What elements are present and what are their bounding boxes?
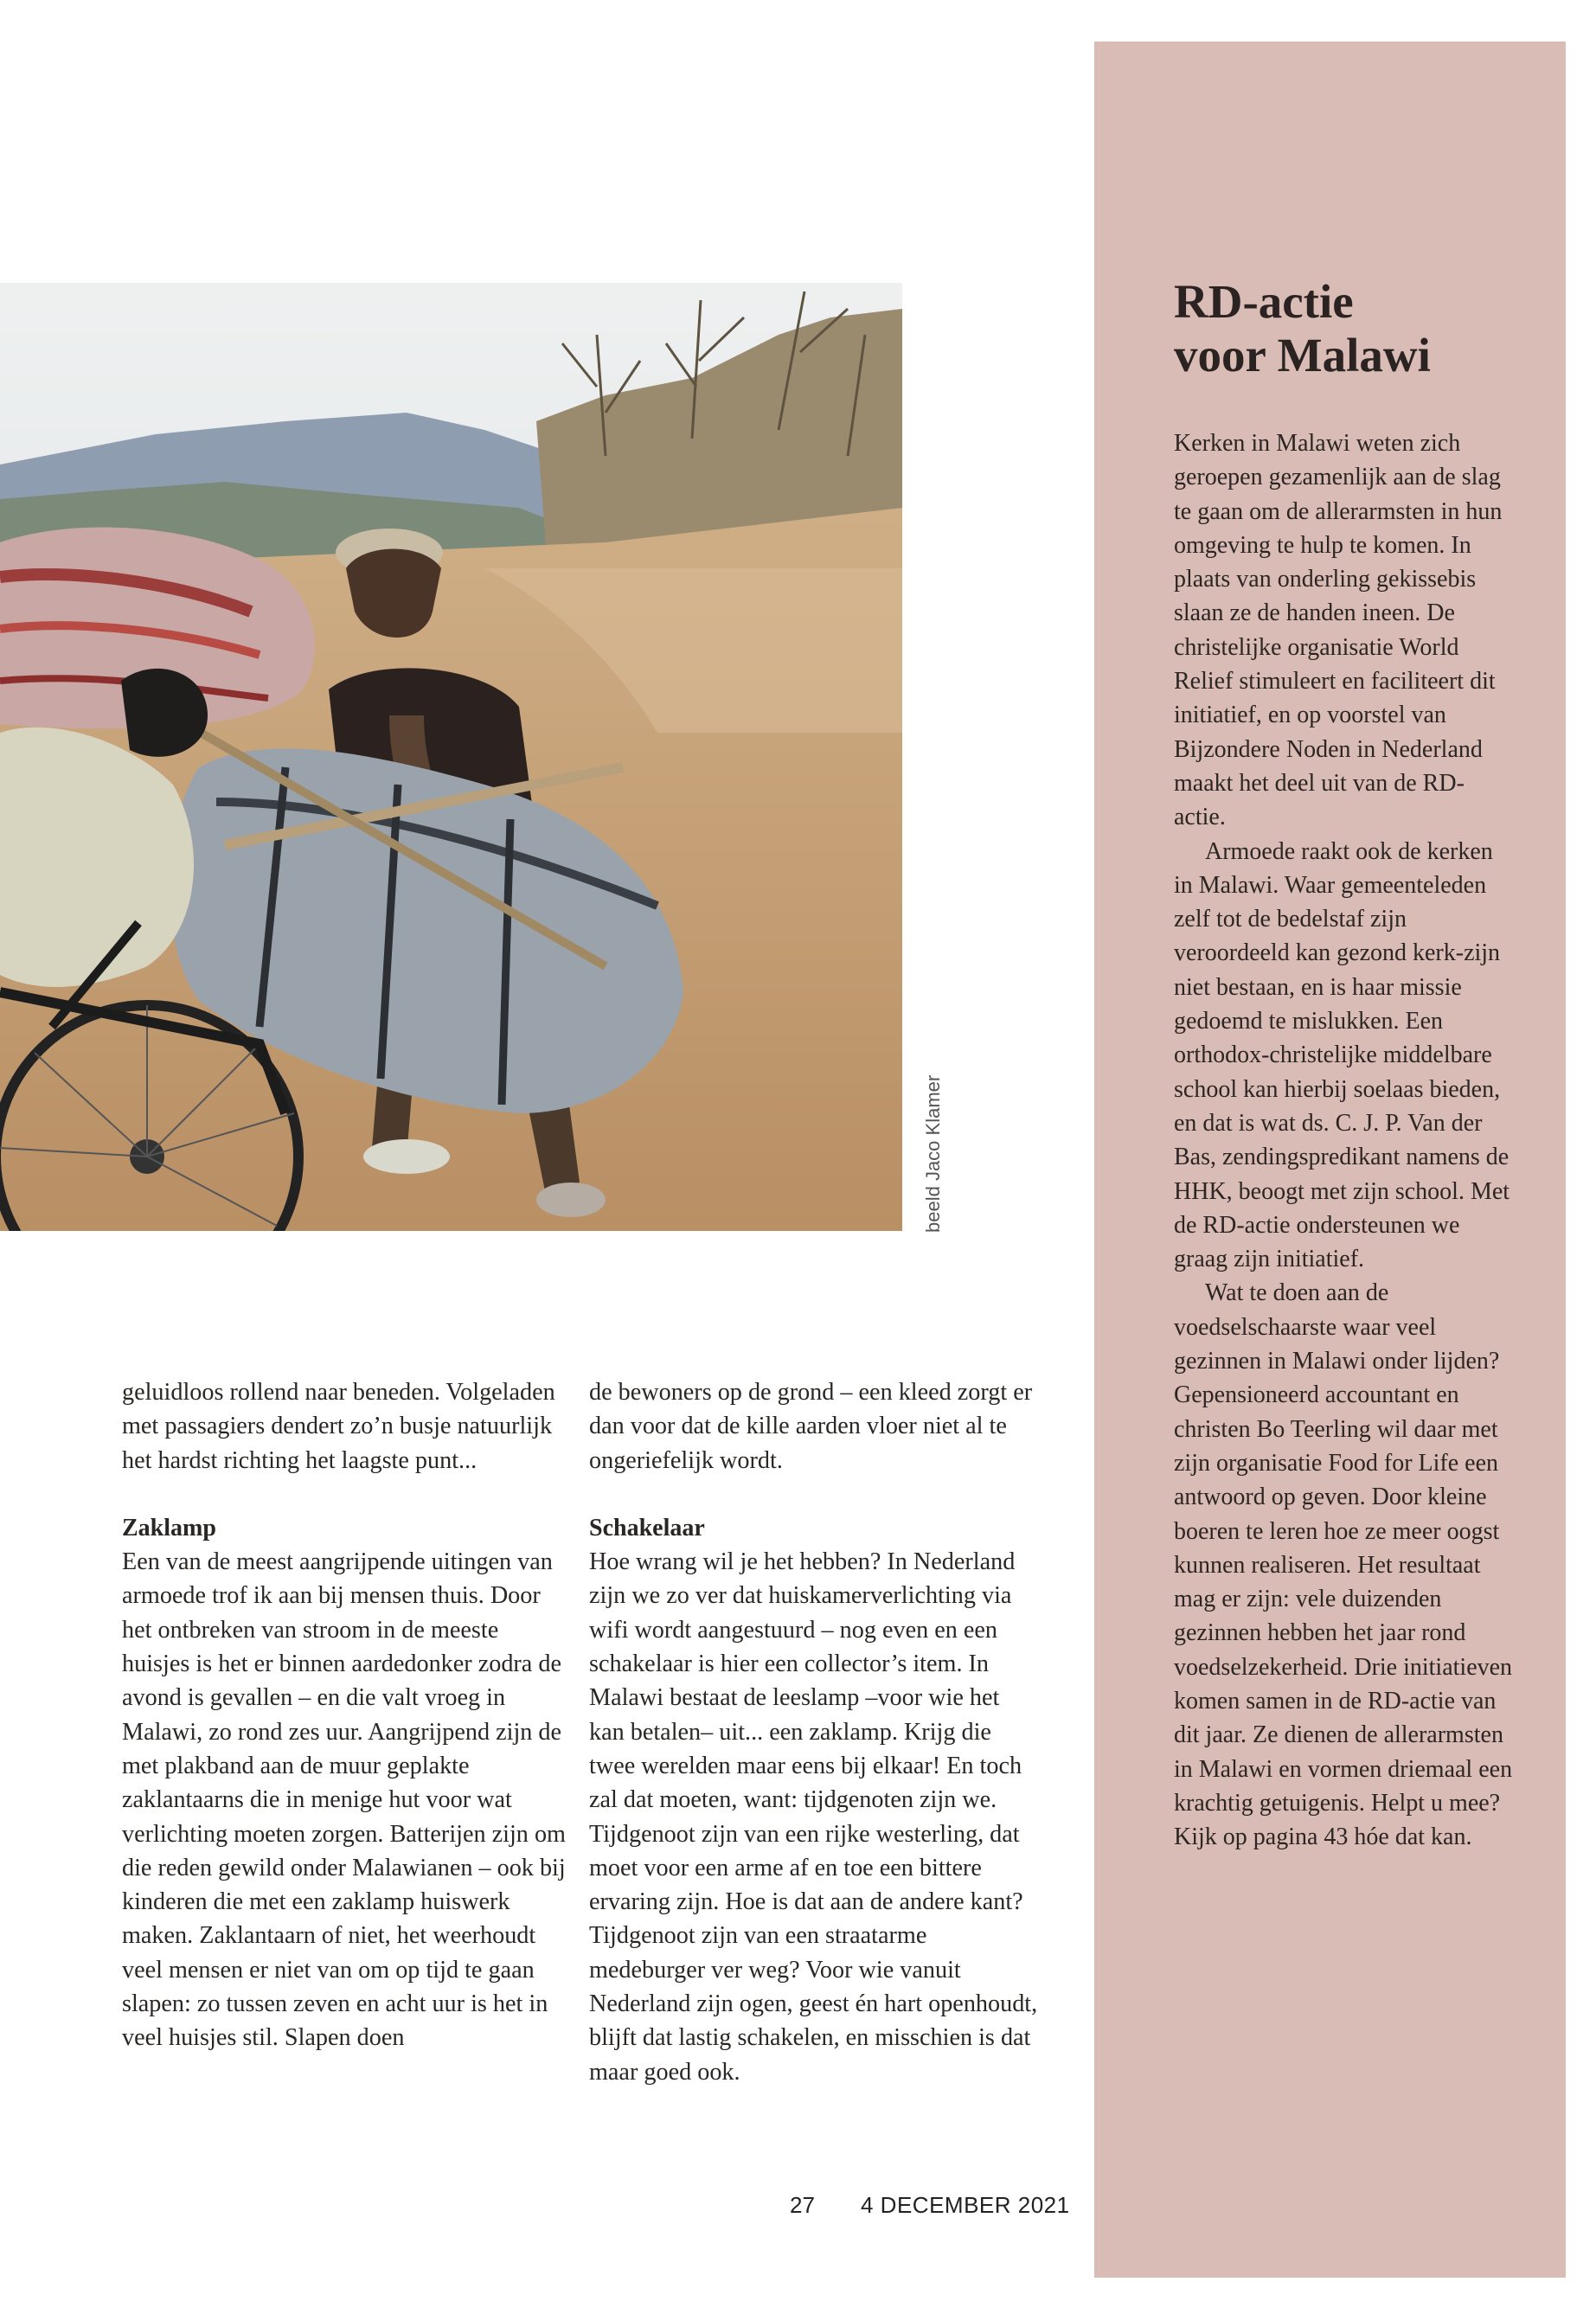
sidebar-paragraph-3: Wat te doen aan de voedselschaarste waar veel gezinnen in Malawi onder lijden? Gepensioneerd accountant en christen Bo Teerling wil daar met zijn organisatie Food for Life een antwoord op geven. Door kleine boeren te leren hoe ze meer oogst kunnen realiseren. Het resultaat mag er zijn: vele duizenden gezinnen hebben het jaar rond voedselzekerheid. Drie initiatieven komen samen in de RD-actie van dit jaar. Ze dienen de allerarmsten in Malawi en vormen driemaal een krachtig getuigenis. Helpt u mee? Kijk op pagina 43 hóe dat kan. [1174, 1279, 1513, 1851]
issue-date: 4 DECEMBER 2021 [861, 2192, 1070, 2218]
photo-credit [919, 1073, 945, 1237]
photo-credit-text: beeld Jaco Klamer [922, 1074, 944, 1233]
heading-schakelaar: Schakelaar [589, 1514, 705, 1541]
column1-intro: geluidloos rollend naar beneden. Volgeladen met passagiers dendert zo’n busje natuurlijk het hardst richting het laagste punt... [122, 1379, 555, 1474]
sidebar-paragraph-2: Armoede raakt ook de kerken in Malawi. Waar gemeenteleden zelf tot de bedelstaf zijn veroordeeld kan gezond kerk-zijn niet bestaan, en is haar missie gedoemd te mislukken. Een orthodox-christelijke middelbare school kan hierbij soelaas bieden, en dat is wat ds. C. J. P. Van der Bas, zendingspredikant namens de HHK, beoogt met zijn school. Met de RD-actie ondersteunen we graag zijn initiatief. [1174, 837, 1510, 1273]
sidebar-paragraph-1: Kerken in Malawi weten zich geroepen gezamenlijk aan de slag te gaan om de allerarmsten in hun omgeving te hulp te komen. In plaats van onderling gekissebis slaan ze de handen ineen. De christelijke organisatie World Relief stimuleert en faciliteert dit initiatief, en op voorstel van Bijzondere Noden in Nederland maakt het deel uit van de RD-actie. [1174, 430, 1503, 831]
sidebar-title [1174, 275, 1431, 382]
column2-text: Hoe wrang wil je het hebben? In Nederland zijn we zo ver dat huiskamerverlichting via wifi wordt aangestuurd – nog even en een schakelaar is hier een collector’s item. In Malawi bestaat de leeslamp –voor wie het kan betalen– uit... een zaklamp. Krijg die twee werelden maar eens bij elkaar! En toch zal dat moeten, want: tijdgenoten zijn we. Tijdgenoot zijn van een rijke westerling, dat moet voor een arme af en toe een bittere ervaring zijn. Hoe is dat aan de andere kant? Tijdgenoot zijn van een straatarme medeburger ver weg? Voor wie vanuit Nederland zijn ogen, geest én hart openhoudt, blijft dat lastig schakelen, en misschien is dat maar goed ook. [589, 1548, 1038, 2086]
page-number: 27 [790, 2192, 815, 2218]
column1-text: Een van de meest aangrijpende uitingen van armoede trof ik aan bij mensen thuis. Door het ontbreken van stroom in de meeste huisjes is het er binnen aardedonker zodra de avond is gevallen – en die valt vroeg in Malawi, zo rond zes uur. Aangrijpend zijn de met plakband aan de muur geplakte zaklantaarns die in menige hut voor wat verlichting moeten zorgen. Batterijen zijn om die reden gewild onder Malawianen – ook bij kinderen die met een zaklamp huiswerk maken. Zaklantaarn of niet, het weerhoudt veel mensen er niet van om op tijd te gaan slapen: zo tussen zeven en acht uur is het in veel huisjes stil. Slapen doen [122, 1548, 566, 2052]
article-column-2 [589, 1375, 1039, 2089]
sidebar-rd-actie [1094, 42, 1566, 2278]
man-with-bicycle-image [0, 283, 902, 1231]
sidebar-title-line2: voor Malawi [1174, 329, 1431, 381]
article-photo [0, 283, 902, 1231]
sidebar-body [1174, 426, 1516, 1854]
article-column-1 [122, 1375, 572, 2055]
heading-zaklamp: Zaklamp [122, 1514, 216, 1541]
column2-intro: de bewoners op de grond – een kleed zorgt er dan voor dat de kille aarden vloer niet al te ongeriefelijk wordt. [589, 1379, 1033, 1474]
sidebar-title-line1: RD-actie [1174, 275, 1354, 328]
